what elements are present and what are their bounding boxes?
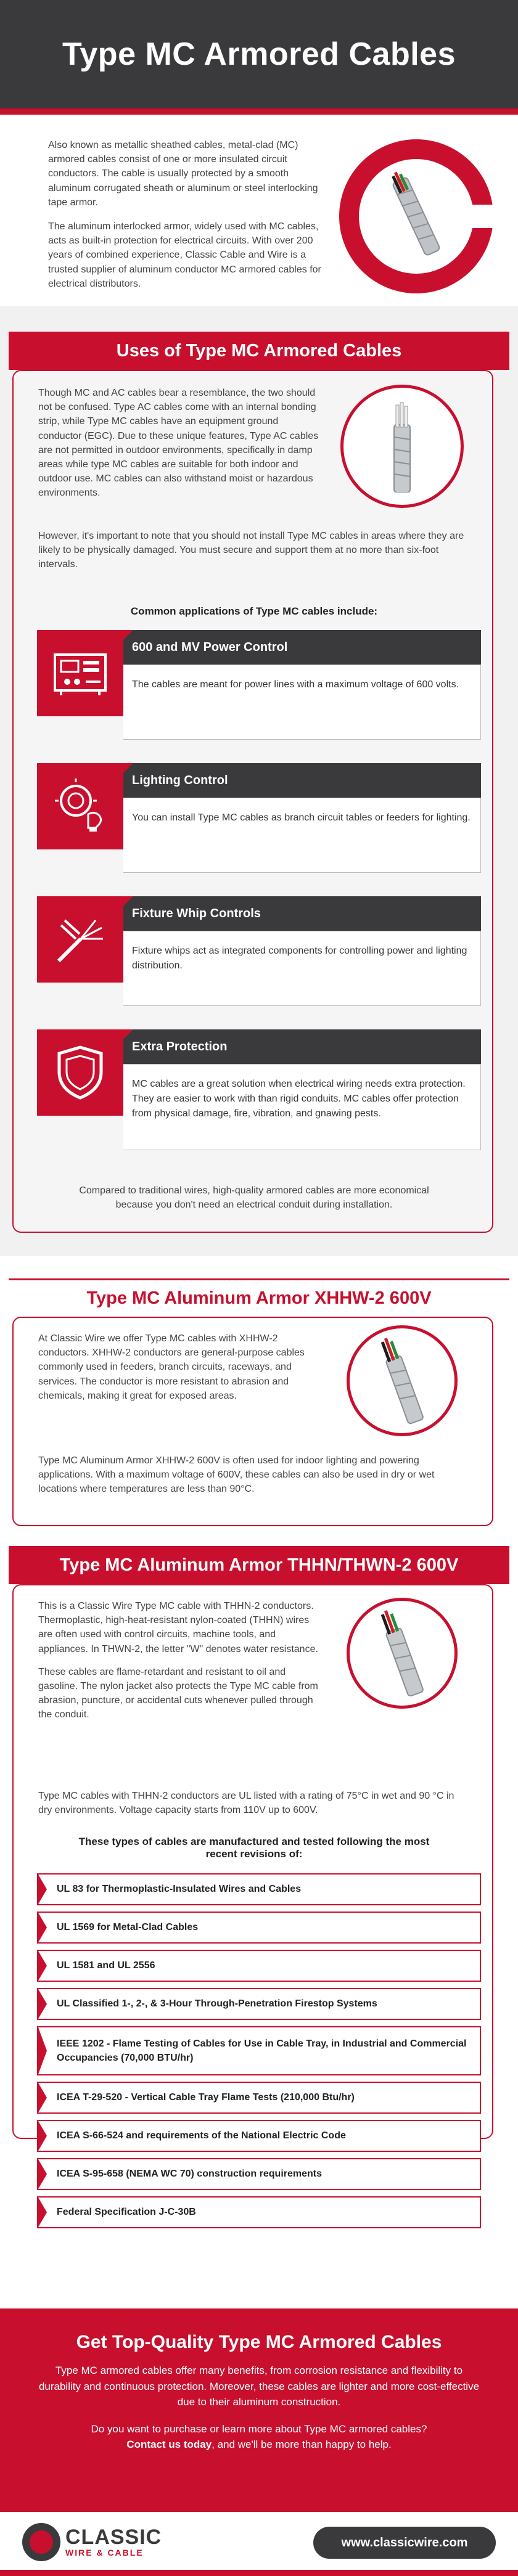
- application-power-control: [37, 630, 481, 740]
- lightbulb-icon: [52, 779, 108, 834]
- app-icon-box: [37, 1029, 123, 1116]
- cable-whip-icon: [52, 912, 108, 967]
- revision-item: [37, 1912, 481, 1944]
- app-description: Fixture whips act as integrated components for controlling power and lighting distribution.: [123, 931, 481, 1006]
- uses-section: [0, 306, 518, 1256]
- revision-label: UL 1581 and UL 2556: [57, 1960, 155, 1971]
- bullet-marker: [38, 2121, 47, 2151]
- app-title: 600 and MV Power Control: [123, 630, 481, 664]
- app-title: Extra Protection: [123, 1029, 481, 1064]
- thhn-paragraph: This is a Classic Wire Type MC cable with THHN-2 conductors. Thermoplastic, high-heat-resistant nylon-coated (THHN) wires are often used with control circuits, machine tools, and appliances. In THWN-2, the letter "W" denotes water resistance.: [38, 1601, 318, 1654]
- bullet-marker: [38, 1913, 47, 1942]
- applications-heading: Common applications of Type MC cables include:: [130, 605, 378, 617]
- cta-contact-rest: , and we'll be more than happy to help.: [212, 2439, 392, 2450]
- xhhw-note: [38, 1454, 470, 1505]
- uses-note: [38, 529, 470, 581]
- bullet-marker: [38, 2083, 47, 2112]
- power-panel-icon: [52, 648, 108, 698]
- app-description: MC cables are a great solution when electrical wiring needs extra protection. They are easier to work with than rigid conduits. MC cables offer protection from physical damage, fire, vibration, and gnawing pests.: [123, 1064, 481, 1150]
- revision-label: UL 83 for Thermoplastic-Insulated Wires and Cables: [57, 1884, 302, 1894]
- brand-c-gap: [454, 205, 497, 228]
- xhhw-text: [38, 1331, 322, 1412]
- logo-wordmark: [65, 2527, 162, 2558]
- shield-icon: [56, 1045, 105, 1100]
- uses-paragraph: Though MC and AC cables bear a resemblance, the two should not be confused. Type AC cables come with an internal bonding strip, while Type MC cables have an equipment ground conductor (EGC). Due to these unique features, Type AC cables are not permitted in outdoor environments, specifically in damp areas while type MC cables are suitable for both indoor and outdoor use. MC cables can also withstand moist or hazardous environments.: [38, 388, 319, 499]
- cable-icon: [370, 170, 462, 263]
- app-notch: [123, 630, 133, 640]
- app-description: You can install Type MC cables as branch circuit tables or feeders for lighting.: [123, 798, 481, 873]
- bullet-marker: [38, 2027, 47, 2074]
- cta-section: [0, 2308, 518, 2512]
- logo-mark-icon: [22, 2523, 60, 2561]
- company-logo[interactable]: [22, 2523, 162, 2561]
- logo-top-text: CLASSIC: [65, 2525, 162, 2549]
- revision-label: ICEA T-29-520 - Vertical Cable Tray Flame Tests (210,000 Btu/hr): [57, 2092, 355, 2103]
- website-link[interactable]: www.classicwire.com: [313, 2527, 496, 2559]
- cta-question-line: [37, 2421, 481, 2453]
- footer-divider: [0, 2570, 518, 2576]
- intro-paragraph: The aluminum interlocked armor, widely used with MC cables, acts as built-in protection for electrical circuits. With over 200 years of combined experience, Classic Cable and Wire is a trusted supplier of aluminum conductor MC armored cables for electrical distributors.: [48, 221, 321, 289]
- bullet-marker: [38, 1989, 47, 2019]
- app-notch: [123, 896, 133, 906]
- uses-text: [38, 386, 322, 509]
- cable-icon: [362, 400, 442, 493]
- uses-title: Uses of Type MC Armored Cables: [116, 340, 402, 361]
- revision-item: [37, 2196, 481, 2228]
- revisions-heading: These types of cables are manufactured and tested following the most recent revisions of:: [78, 1836, 430, 1860]
- app-description: The cables are meant for power lines with a maximum voltage of 600 volts.: [123, 664, 481, 740]
- revision-label: ICEA S-66-524 and requirements of the National Electric Code: [57, 2130, 346, 2141]
- uses-banner: [9, 332, 509, 370]
- application-fixture-whip: [37, 896, 481, 1006]
- cable-image: [347, 1598, 458, 1709]
- bullet-marker: [38, 2159, 47, 2189]
- xhhw-card: [12, 1317, 493, 1526]
- revision-item: [37, 2158, 481, 2190]
- app-title: Lighting Control: [123, 763, 481, 798]
- contact-link[interactable]: Contact us today: [126, 2439, 212, 2450]
- bullet-marker: [38, 1951, 47, 1981]
- cable-icon: [365, 1338, 439, 1424]
- cta-question: Do you want to purchase or learn more about Type MC armored cables?: [91, 2423, 427, 2435]
- revision-label: Federal Specification J-C-30B: [57, 2207, 196, 2217]
- uses-closing: Compared to traditional wires, high-quality armored cables are more economical because you don't need an electrical conduit during installation.: [79, 1185, 429, 1211]
- revision-label: ICEA S-95-658 (NEMA WC 70) construction requirements: [57, 2169, 323, 2179]
- thhn-text: [38, 1599, 322, 1731]
- app-icon-box: [37, 630, 123, 716]
- footer: [0, 2512, 518, 2576]
- xhhw-paragraph: Type MC Aluminum Armor XHHW-2 600V is often used for indoor lighting and powering applications. With a maximum voltage of 600V, these cables can also be used in dry or wet locations where temperatures are less than 90°C.: [38, 1455, 435, 1495]
- bullet-marker: [38, 2198, 47, 2227]
- revision-item: [37, 2120, 481, 2152]
- revision-item: [37, 1988, 481, 2020]
- app-title: Fixture Whip Controls: [123, 896, 481, 931]
- header-divider: [0, 108, 518, 115]
- bullet-marker: [38, 1875, 47, 1904]
- logo-bottom-text: WIRE & CABLE: [65, 2548, 144, 2558]
- application-lighting-control: [37, 763, 481, 873]
- app-icon-box: [37, 763, 123, 849]
- brand-c-ring: [339, 139, 493, 293]
- revision-item: [37, 1950, 481, 1982]
- uses-card: [12, 370, 493, 1233]
- page-header: [0, 0, 518, 108]
- revision-label: UL 1569 for Metal-Clad Cables: [57, 1922, 199, 1932]
- xhhw-title: Type MC Aluminum Armor XHHW-2 600V: [86, 1288, 432, 1308]
- cable-image: [340, 385, 464, 508]
- revision-item: [37, 2082, 481, 2114]
- application-extra-protection: [37, 1029, 481, 1139]
- thhn-banner: [9, 1546, 509, 1584]
- app-notch: [123, 1029, 133, 1039]
- uses-paragraph: However, it's important to note that you should not install Type MC cables in areas where they are likely to be physically damaged. You must secure and support them at no more than six-foot intervals.: [38, 531, 464, 570]
- xhhw-banner: [9, 1278, 509, 1317]
- revision-item: [37, 1873, 481, 1905]
- cable-icon: [365, 1610, 439, 1696]
- thhn-title: Type MC Aluminum Armor THHN/THWN-2 600V: [59, 1555, 459, 1575]
- thhn-paragraph: These cables are flame-retardant and resistant to oil and gasoline. The nylon jacket also protects the Type MC cable from abrasion, puncture, or accidental cuts whenever pulled through the conduit.: [38, 1666, 318, 1720]
- app-notch: [123, 763, 133, 773]
- intro-paragraph: Also known as metallic sheathed cables, metal-clad (MC) armored cables consist of one or more insulated circuit conductors. The cable is usually protected by a smooth aluminum corrugated sheath or aluminum or steel interlocking tape armor.: [48, 140, 318, 208]
- thhn-paragraph: Type MC cables with THHN-2 conductors are UL listed with a rating of 75°C in wet and 90 °C in dry environments. Voltage capacity starts from 110V up to 600V.: [38, 1791, 454, 1816]
- xhhw-paragraph: At Classic Wire we offer Type MC cables with XHHW-2 conductors. XHHW-2 conductors are general-purpose cables commonly used in feeders, branch circuits, raceways, and services. The conductor is more resistant to abrasion and chemicals, making it great for exposed areas.: [38, 1333, 305, 1401]
- xhhw-section: [0, 1256, 518, 1546]
- intro-text: [48, 138, 326, 301]
- revision-item: [37, 2026, 481, 2075]
- cable-image: [347, 1325, 458, 1436]
- intro-section: [0, 115, 518, 306]
- revision-label: UL Classified 1-, 2-, & 3-Hour Through-Penetration Firestop Systems: [57, 1998, 377, 2009]
- thhn-note: [38, 1789, 470, 1826]
- cta-text: Type MC armored cables offer many benefits, from corrosion resistance and flexibility to durability and continuous protection. Moreover, these cables are lighter and more cost-effective due to their aluminum construction.: [38, 2365, 480, 2408]
- revision-label: IEEE 1202 - Flame Testing of Cables for Use in Cable Tray, in Industrial and Commercial Occupancies (70,000 BTU/hr): [57, 2038, 467, 2063]
- cta-title: Get Top-Quality Type MC Armored Cables: [76, 2332, 442, 2352]
- app-icon-box: [37, 896, 123, 983]
- page-title: Type MC Armored Cables: [62, 36, 456, 72]
